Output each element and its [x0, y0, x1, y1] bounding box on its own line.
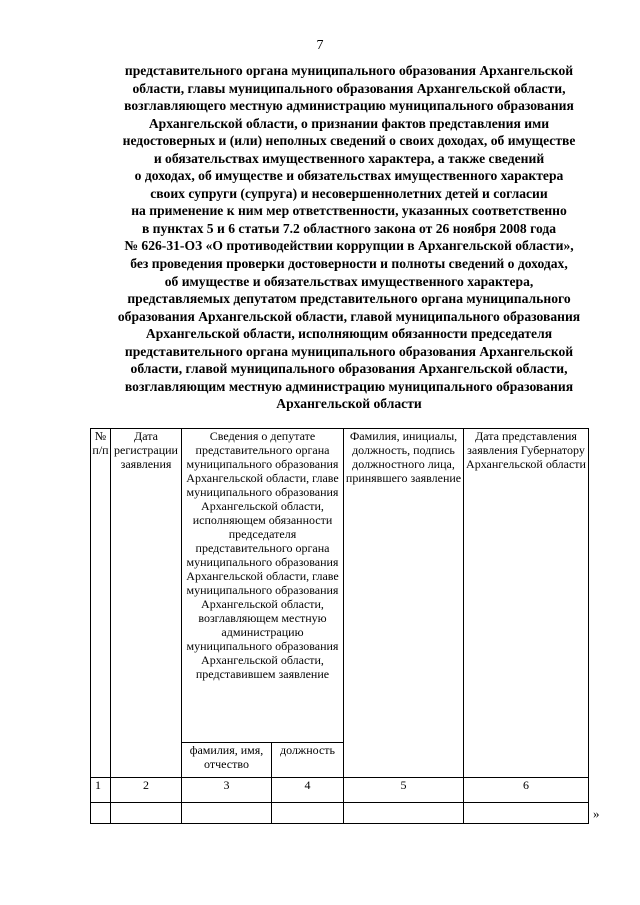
heading-line: и обязательствах имущественного характера, а также сведений — [153, 150, 545, 166]
closing-quote: » — [593, 806, 600, 821]
column-number-cell: 3 — [182, 778, 272, 803]
heading-line: представляемых депутатом представительного органа муниципального — [127, 291, 571, 307]
heading-line: о доходах, об имуществе и обязательствах имущественного характера — [134, 168, 564, 184]
heading-line: об имуществе и обязательствах имущественного характера, — [164, 273, 534, 289]
heading-line: Архангельской области, исполняющим обязанности председателя — [145, 326, 553, 342]
column-number-cell: 4 — [272, 778, 344, 803]
empty-cell — [464, 803, 589, 824]
header-cell-governor-date: Дата представления заявления Губернатору Архангельской области — [464, 429, 589, 778]
header-cell-deputy-info: Сведения о депутате представительного органа муниципального образования Архангельской области, главе муниципального образования Архангельской области, исполняющем обязанности председателя представительного органа муниципального образования Архангельской области, главе муниципального образования Архангельской области, возглавляющем местную администрацию муниципального образования Архангельской области, представившем заявление — [182, 429, 344, 743]
table-header-row — [91, 429, 589, 743]
column-number-cell: 2 — [111, 778, 182, 803]
heading-line: без проведения проверки достоверности и полноты сведений о доходах, — [130, 256, 568, 272]
table-row — [91, 803, 589, 824]
registration-table — [90, 428, 589, 824]
heading-line: образования Архангельской области, главой муниципального образования — [117, 308, 581, 324]
heading-line: представительного органа муниципального образования Архангельской — [124, 63, 574, 78]
header-cell-official: Фамилия, инициалы, должность, подпись должностного лица, принявшего заявление — [344, 429, 464, 778]
column-number-cell: 6 — [464, 778, 589, 803]
column-number-cell: 5 — [344, 778, 464, 803]
document-heading — [84, 62, 614, 413]
page-number: 7 — [316, 38, 324, 53]
empty-cell — [182, 803, 272, 824]
column-number-row — [91, 778, 589, 803]
heading-line: Архангельской области — [276, 396, 422, 412]
subheader-cell-position: должность — [272, 743, 344, 778]
heading-line: в пунктах 5 и 6 статьи 7.2 областного закона от 26 ноября 2008 года — [141, 220, 557, 236]
column-number-cell: 1 — [91, 778, 111, 803]
empty-cell — [344, 803, 464, 824]
heading-line: своих супруги (супруга) и несовершеннолетних детей и согласии — [150, 185, 548, 201]
heading-line: возглавляющим местную администрацию муниципального образования — [124, 378, 574, 394]
heading-line: области, главой муниципального образования Архангельской области, — [130, 361, 568, 377]
empty-cell — [272, 803, 344, 824]
empty-cell — [111, 803, 182, 824]
heading-line: возглавляющего местную администрацию муниципального образования — [124, 98, 574, 114]
heading-line: на применение к ним мер ответственности, указанных соответственно — [131, 203, 567, 219]
empty-cell — [91, 803, 111, 824]
header-cell-number: № п/п — [91, 429, 111, 778]
heading-line: Архангельской области, о признании фактов представления ими — [148, 115, 550, 131]
heading-line: недостоверных и (или) неполных сведений о своих доходах, об имуществе — [122, 133, 576, 149]
heading-line: № 626-31-ОЗ «О противодействии коррупции в Архангельской области», — [124, 238, 574, 254]
heading-line: области, главы муниципального образования Архангельской области, — [132, 80, 566, 96]
header-cell-registration-date: Дата регистрации заявления — [111, 429, 182, 778]
heading-line: представительного органа муниципального образования Архангельской — [124, 343, 574, 359]
subheader-cell-fio: фамилия, имя, отчество — [182, 743, 272, 778]
